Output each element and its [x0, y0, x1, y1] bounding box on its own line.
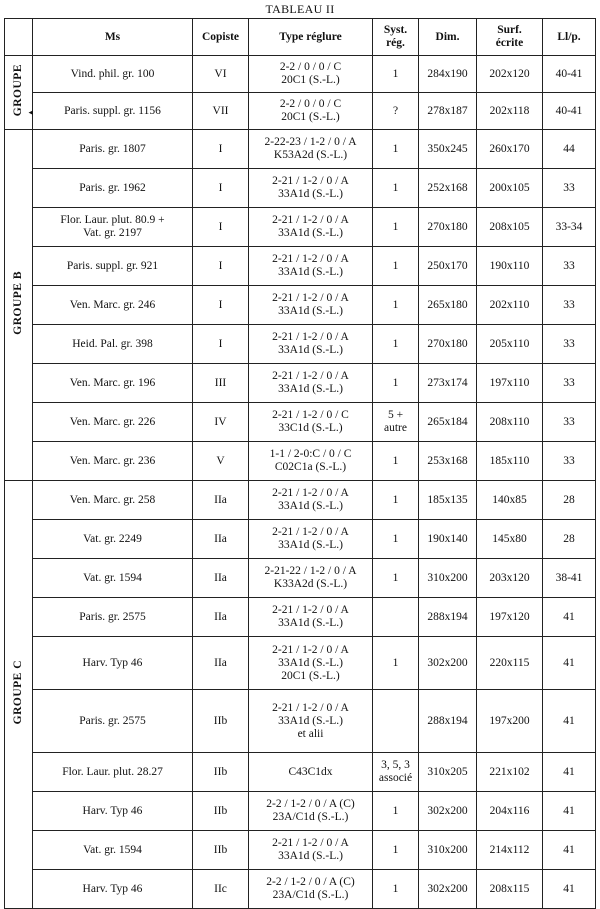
cell-surf: 202x120	[477, 56, 543, 93]
cell-copiste: IIc	[193, 870, 249, 909]
cell-surf: 202x110	[477, 286, 543, 325]
cell-type: 2-21 / 1-2 / 0 / A 33A1d (S.-L.)	[249, 598, 373, 637]
cell-surf: 140x85	[477, 481, 543, 520]
cell-syst: 1	[373, 56, 419, 93]
cell-type: 2-21 / 1-2 / 0 / A 33A1d (S.-L.)	[249, 247, 373, 286]
table-row	[5, 690, 596, 753]
table-row	[5, 93, 596, 130]
cell-ll: 40-41	[543, 56, 596, 93]
cell-ll: 28	[543, 481, 596, 520]
cell-ms: Ven. Marc. gr. 196	[33, 364, 193, 403]
cell-type: 2-2 / 1-2 / 0 / A (C) 23A/C1d (S.-L.)	[249, 792, 373, 831]
cell-ll: 41	[543, 870, 596, 909]
cell-ll: 33-34	[543, 208, 596, 247]
cell-dim: 310x205	[419, 753, 477, 792]
cell-ms: Ven. Marc. gr. 236	[33, 442, 193, 481]
cell-copiste: IV	[193, 403, 249, 442]
cell-ms: Flor. Laur. plut. 28.27	[33, 753, 193, 792]
cell-type: 2-22-23 / 1-2 / 0 / A K53A2d (S.-L.)	[249, 130, 373, 169]
table-row	[5, 442, 596, 481]
cell-syst: 1	[373, 870, 419, 909]
table-row	[5, 56, 596, 93]
cell-copiste: I	[193, 286, 249, 325]
cell-ms: Harv. Typ 46	[33, 870, 193, 909]
cell-ll: 40-41	[543, 93, 596, 130]
cell-ms: Heid. Pal. gr. 398	[33, 325, 193, 364]
cell-ms: Flor. Laur. plut. 80.9 + Vat. gr. 2197	[33, 208, 193, 247]
cell-dim: 302x200	[419, 870, 477, 909]
cell-type: 2-21 / 1-2 / 0 / A 33A1d (S.-L.)	[249, 286, 373, 325]
cell-ll: 38-41	[543, 559, 596, 598]
table-row	[5, 792, 596, 831]
cell-dim: 265x184	[419, 403, 477, 442]
table-row	[5, 403, 596, 442]
cell-dim: 284x190	[419, 56, 477, 93]
cell-type: 2-21 / 1-2 / 0 / A 33A1d (S.-L.)	[249, 169, 373, 208]
cell-type: 2-21 / 1-2 / 0 / A 33A1d (S.-L.)	[249, 208, 373, 247]
cell-ll: 33	[543, 286, 596, 325]
cell-ms: Paris. gr. 2575	[33, 690, 193, 753]
table-row	[5, 286, 596, 325]
cell-dim: 302x200	[419, 637, 477, 690]
cell-ms: Ven. Marc. gr. 226	[33, 403, 193, 442]
cell-syst: 1	[373, 364, 419, 403]
cell-type: 2-21 / 1-2 / 0 / A 33A1d (S.-L.)	[249, 325, 373, 364]
cell-dim: 252x168	[419, 169, 477, 208]
cell-type: 2-2 / 1-2 / 0 / A (C) 23A/C1d (S.-L.)	[249, 870, 373, 909]
group-label: GROUPE	[12, 64, 24, 117]
cell-surf: 205x110	[477, 325, 543, 364]
cell-surf: 202x118	[477, 93, 543, 130]
cell-dim: 190x140	[419, 520, 477, 559]
cell-type: 1-1 / 2-0:C / 0 / C C02C1a (S.-L.)	[249, 442, 373, 481]
cell-type: 2-21 / 1-2 / 0 / A 33A1d (S.-L.)	[249, 481, 373, 520]
cell-ll: 33	[543, 442, 596, 481]
cell-copiste: IIb	[193, 690, 249, 753]
cell-type: 2-2 / 0 / 0 / C 20C1 (S.-L.)	[249, 56, 373, 93]
table-row	[5, 753, 596, 792]
header-syst: Syst. rég.	[373, 19, 419, 56]
header-ll: Ll/p.	[543, 19, 596, 56]
cell-type: 2-21 / 1-2 / 0 / A 33A1d (S.-L.)	[249, 364, 373, 403]
header-ms: Ms	[33, 19, 193, 56]
cell-dim: 250x170	[419, 247, 477, 286]
cell-syst: 5 + autre	[373, 403, 419, 442]
cell-surf: 204x116	[477, 792, 543, 831]
table-row	[5, 870, 596, 909]
cell-type: 2-21 / 1-2 / 0 / A 33A1d (S.-L.) 20C1 (S.-L.)	[249, 637, 373, 690]
cell-type: 2-2 / 0 / 0 / C 20C1 (S.-L.)	[249, 93, 373, 130]
cell-copiste: IIa	[193, 520, 249, 559]
cell-dim: 253x168	[419, 442, 477, 481]
cell-surf: 197x200	[477, 690, 543, 753]
cell-syst: 3, 5, 3 associé	[373, 753, 419, 792]
table-row	[5, 637, 596, 690]
header-dim: Dim.	[419, 19, 477, 56]
cell-surf: 203x120	[477, 559, 543, 598]
cell-ll: 28	[543, 520, 596, 559]
group-label: GROUPE C	[12, 660, 24, 725]
cell-type: 2-21 / 1-2 / 0 / A 33A1d (S.-L.) et alii	[249, 690, 373, 753]
cell-type: 2-21 / 1-2 / 0 / A 33A1d (S.-L.)	[249, 831, 373, 870]
cell-surf: 145x80	[477, 520, 543, 559]
cell-syst: 1	[373, 208, 419, 247]
header-copiste: Copiste	[193, 19, 249, 56]
cell-surf: 214x112	[477, 831, 543, 870]
cell-ll: 41	[543, 831, 596, 870]
cell-dim: 278x187	[419, 93, 477, 130]
cell-copiste: V	[193, 442, 249, 481]
cell-syst: 1	[373, 520, 419, 559]
cell-copiste: IIa	[193, 481, 249, 520]
cell-syst: 1	[373, 169, 419, 208]
cell-copiste: IIa	[193, 598, 249, 637]
cell-copiste: IIb	[193, 753, 249, 792]
cell-dim: 310x200	[419, 831, 477, 870]
cell-surf: 200x105	[477, 169, 543, 208]
cell-surf: 190x110	[477, 247, 543, 286]
cell-dim: 350x245	[419, 130, 477, 169]
cell-ms: Harv. Typ 46	[33, 637, 193, 690]
cell-copiste: IIb	[193, 792, 249, 831]
table-row	[5, 325, 596, 364]
group-label: GROUPE B	[12, 271, 24, 335]
table-row	[5, 130, 596, 169]
cell-ll: 41	[543, 690, 596, 753]
cell-copiste: I	[193, 130, 249, 169]
cell-syst	[373, 598, 419, 637]
cell-ll: 33	[543, 169, 596, 208]
table-row	[5, 169, 596, 208]
cell-ll: 41	[543, 598, 596, 637]
cell-syst: 1	[373, 286, 419, 325]
cell-surf: 220x115	[477, 637, 543, 690]
cell-surf: 221x102	[477, 753, 543, 792]
cell-ll: 33	[543, 325, 596, 364]
cell-ms: Paris. gr. 2575	[33, 598, 193, 637]
cell-copiste: VII	[193, 93, 249, 130]
cell-copiste: I	[193, 169, 249, 208]
cell-ms: Harv. Typ 46	[33, 792, 193, 831]
table-row	[5, 364, 596, 403]
cell-ms: Vat. gr. 1594	[33, 831, 193, 870]
cell-dim: 288x194	[419, 690, 477, 753]
cell-dim: 288x194	[419, 598, 477, 637]
cell-surf: 208x105	[477, 208, 543, 247]
cell-ll: 33	[543, 247, 596, 286]
cell-copiste: III	[193, 364, 249, 403]
cell-surf: 185x110	[477, 442, 543, 481]
cell-type: 2-21 / 1-2 / 0 / A 33A1d (S.-L.)	[249, 520, 373, 559]
table-row	[5, 481, 596, 520]
table-row	[5, 520, 596, 559]
table-row	[5, 559, 596, 598]
cell-dim: 270x180	[419, 325, 477, 364]
cell-dim: 273x174	[419, 364, 477, 403]
cell-copiste: I	[193, 325, 249, 364]
cell-ms: Paris. suppl. gr. 921	[33, 247, 193, 286]
cell-syst: 1	[373, 792, 419, 831]
group-label-cell	[5, 481, 33, 909]
cell-syst: 1	[373, 442, 419, 481]
data-table	[4, 18, 596, 909]
cell-dim: 302x200	[419, 792, 477, 831]
cell-ms: Ven. Marc. gr. 258	[33, 481, 193, 520]
cell-ms: Ven. Marc. gr. 246	[33, 286, 193, 325]
cell-dim: 185x135	[419, 481, 477, 520]
cell-syst: 1	[373, 481, 419, 520]
cell-ll: 41	[543, 792, 596, 831]
cell-copiste: IIb	[193, 831, 249, 870]
header-group	[5, 19, 33, 56]
cell-surf: 260x170	[477, 130, 543, 169]
cell-surf: 208x115	[477, 870, 543, 909]
cell-copiste: IIa	[193, 559, 249, 598]
cell-syst: 1	[373, 637, 419, 690]
cell-copiste: VI	[193, 56, 249, 93]
cell-syst: 1	[373, 831, 419, 870]
cell-ms: Paris. suppl. gr. 1156	[33, 93, 193, 130]
cell-ll: 41	[543, 637, 596, 690]
cell-dim: 310x200	[419, 559, 477, 598]
header-surf: Surf. écrite	[477, 19, 543, 56]
cell-syst: 1	[373, 325, 419, 364]
table-row	[5, 831, 596, 870]
cell-ms: Vat. gr. 1594	[33, 559, 193, 598]
table-row	[5, 247, 596, 286]
cell-copiste: I	[193, 208, 249, 247]
cell-copiste: I	[193, 247, 249, 286]
header-row	[5, 19, 596, 56]
cell-dim: 270x180	[419, 208, 477, 247]
cell-syst: 1	[373, 559, 419, 598]
cell-type: 2-21 / 1-2 / 0 / C 33C1d (S.-L.)	[249, 403, 373, 442]
cell-syst	[373, 690, 419, 753]
table-title: TABLEAU II	[265, 2, 335, 16]
cell-type: C43C1dx	[249, 753, 373, 792]
cell-ll: 33	[543, 364, 596, 403]
group-label-cell	[5, 56, 33, 130]
table-row	[5, 208, 596, 247]
arrow-left-icon: ◂	[28, 107, 33, 117]
cell-ms: Vind. phil. gr. 100	[33, 56, 193, 93]
cell-ms: Paris. gr. 1962	[33, 169, 193, 208]
cell-syst: 1	[373, 247, 419, 286]
cell-ms: Paris. gr. 1807	[33, 130, 193, 169]
header-type: Type réglure	[249, 19, 373, 56]
cell-surf: 208x110	[477, 403, 543, 442]
cell-copiste: IIa	[193, 637, 249, 690]
cell-ll: 33	[543, 403, 596, 442]
cell-syst: ?	[373, 93, 419, 130]
cell-dim: 265x180	[419, 286, 477, 325]
cell-surf: 197x110	[477, 364, 543, 403]
cell-ll: 44	[543, 130, 596, 169]
cell-syst: 1	[373, 130, 419, 169]
cell-surf: 197x120	[477, 598, 543, 637]
cell-type: 2-21-22 / 1-2 / 0 / A K33A2d (S.-L.)	[249, 559, 373, 598]
table-row	[5, 598, 596, 637]
cell-ll: 41	[543, 753, 596, 792]
cell-ms: Vat. gr. 2249	[33, 520, 193, 559]
group-label-cell	[5, 130, 33, 481]
